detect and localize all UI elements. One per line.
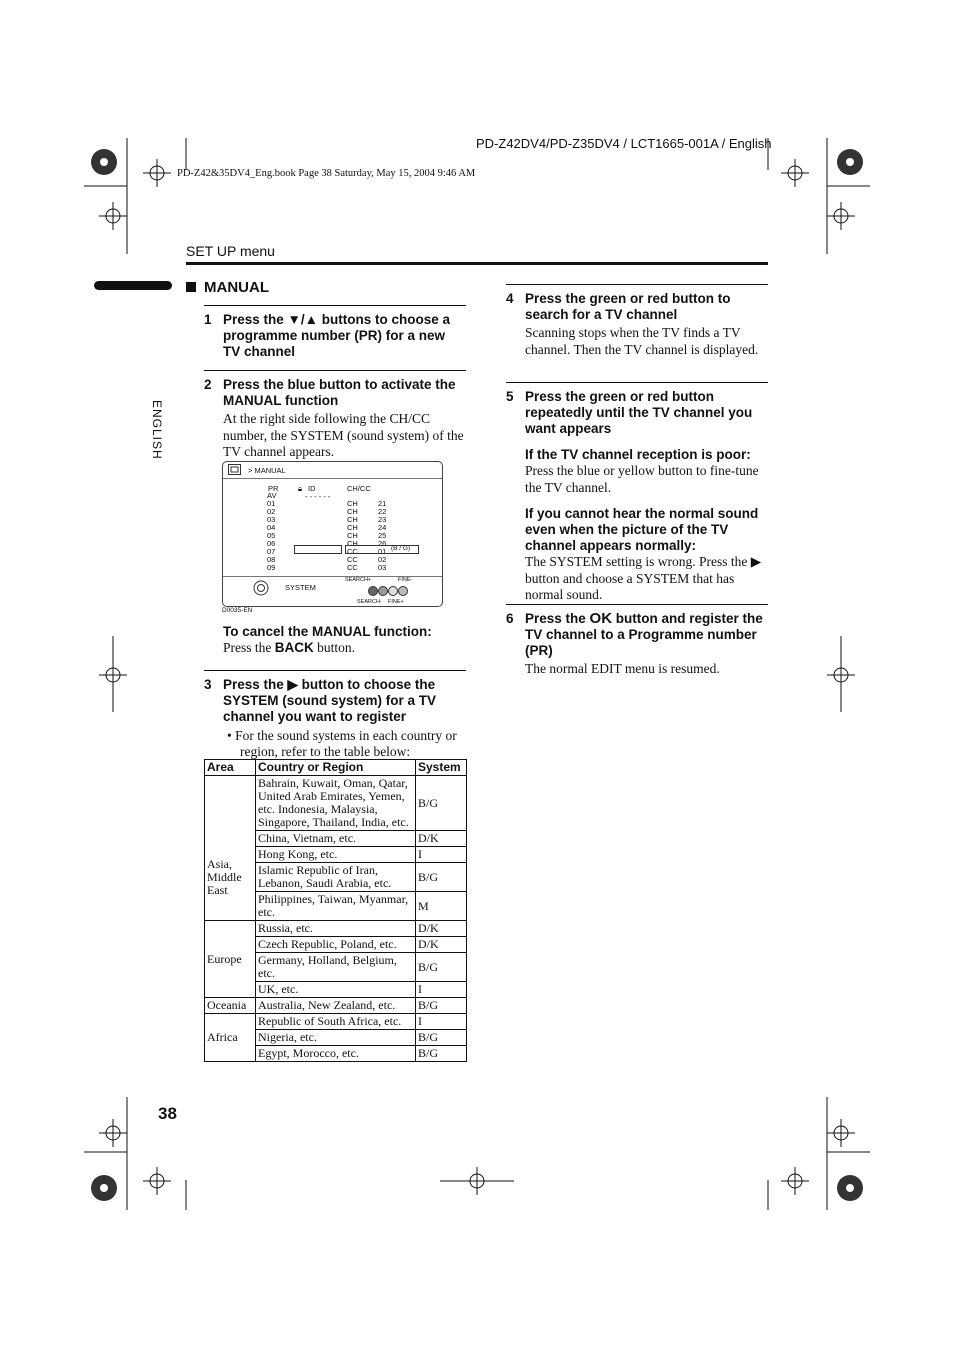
pr-item: 07: [267, 547, 276, 556]
col-pr: PR: [268, 484, 279, 493]
fine-minus-label: FINE-: [398, 577, 413, 583]
side-tab: [94, 281, 172, 290]
table-header: Area: [205, 760, 256, 776]
col-id: ID: [308, 484, 316, 493]
ch-item: CC: [347, 555, 358, 564]
area-cell: Oceania: [205, 998, 256, 1014]
table-row: Czech Republic, Poland, etc. D/K: [205, 937, 467, 953]
channel-number: 03: [378, 563, 387, 572]
cancel-note: To cancel the MANUAL function: Press the BACK button.: [223, 624, 432, 655]
screen-title: > MANUAL: [248, 466, 286, 475]
channel-number: 22: [378, 507, 387, 516]
step-3: 3 Press the ▶ button to choose the SYSTEM (sound system) for a TV channel you want to register • For the sound systems in each country or region, refer to the table below:: [204, 670, 466, 760]
search-plus-label: SEARCH+: [345, 577, 372, 583]
document-code: PD-Z42DV4/PD-Z35DV4 / LCT1665-001A / English: [476, 136, 772, 151]
illustration-code: D0035-EN: [222, 607, 253, 614]
table-row: Asia, Middle East Bahrain, Kuwait, Oman, Qatar, United Arab Emirates, Yemen, etc. Indonesia, Malaysia, Singapore, Thailand, India, etc. B/G: [205, 776, 467, 831]
language-label: ENGLISH: [150, 400, 164, 460]
ch-item: CH: [347, 539, 358, 548]
lock-icon: 🔒︎: [298, 484, 302, 493]
num-list: [378, 500, 386, 572]
book-line: PD-Z42&35DV4_Eng.book Page 38 Saturday, May 15, 2004 9:46 AM: [177, 168, 476, 179]
pr-item: 04: [267, 523, 276, 532]
table-row: Philippines, Taiwan, Myanmar, etc. M: [205, 892, 467, 921]
fine-plus-label: FINE+: [388, 599, 404, 605]
system-tag: (B / G): [391, 545, 411, 552]
pr-item: AV: [267, 491, 277, 500]
step-2: 2 Press the blue button to activate the MANUAL function At the right side following the CH/CC number, the SYSTEM (sound system) of the TV channel appears.: [204, 370, 466, 461]
channel-number: 01: [378, 547, 387, 556]
ch-item: CH: [347, 523, 358, 532]
area-cell: Africa: [205, 1014, 256, 1062]
channel-number: 21: [378, 499, 387, 508]
step-4: 4 Press the green or red button to search for a TV channel Scanning stops when the TV finds a TV channel. Then the TV channel is displayed.: [506, 284, 768, 358]
table-row: Egypt, Morocco, etc. B/G: [205, 1046, 467, 1062]
step-1: 1 Press the ▼/▲ buttons to choose a programme number (PR) for a new TV channel: [204, 305, 466, 360]
pr-item: 06: [267, 539, 276, 548]
table-row: Nigeria, etc. B/G: [205, 1030, 467, 1046]
ch-item: CH: [347, 499, 358, 508]
manual-heading: MANUAL: [186, 279, 269, 296]
ch-item: CH: [347, 515, 358, 524]
table-row: Europe Russia, etc. D/K: [205, 921, 467, 937]
table-row: UK, etc. I: [205, 982, 467, 998]
col-chcc: CH/CC: [347, 484, 371, 493]
pr-item: 09: [267, 563, 276, 572]
table-row: Hong Kong, etc. I: [205, 847, 467, 863]
table-row: China, Vietnam, etc. D/K: [205, 831, 467, 847]
manual-screen-illustration: [222, 461, 443, 607]
table-row: Africa Republic of South Africa, etc. I: [205, 1014, 467, 1030]
section-rule: [186, 262, 768, 265]
pr-list: [267, 492, 276, 572]
table-header: Country or Region: [256, 760, 416, 776]
pr-item: 08: [267, 555, 276, 564]
table-row: Islamic Republic of Iran, Lebanon, Saudi Arabia, etc. B/G: [205, 863, 467, 892]
pr-item: 01: [267, 499, 276, 508]
page-number: 38: [158, 1104, 177, 1123]
ch-list: [347, 500, 358, 572]
table-row: Germany, Holland, Belgium, etc. B/G: [205, 953, 467, 982]
ch-item: CC: [347, 563, 358, 572]
pr-item: 05: [267, 531, 276, 540]
area-cell: Europe: [205, 921, 256, 998]
color-buttons-icon: [367, 585, 411, 597]
channel-number: 02: [378, 555, 387, 564]
square-bullet-icon: [186, 282, 196, 292]
channel-number: 24: [378, 523, 387, 532]
tv-menu-icon: [228, 464, 242, 476]
channel-number: 26: [378, 539, 387, 548]
ch-item: CH: [347, 531, 358, 540]
step-5: 5 Press the green or red button repeatedly until the TV channel you want appears If the TV channel reception is poor: Press the blue or yellow button to fine-tune the TV channel. If you cannot hear the normal sound even when the picture of the TV channel appears normally: The SYSTEM setting is wrong. Press the ▶ button and choose a SYSTEM that has normal sound.: [506, 382, 768, 604]
channel-number: 25: [378, 531, 387, 540]
ch-item: CH: [347, 507, 358, 516]
remote-button-icon: [253, 580, 269, 596]
channel-number: 23: [378, 515, 387, 524]
section-title: SET UP menu: [186, 243, 275, 259]
ch-item: CC: [347, 547, 358, 556]
search-minus-label: SEARCH-: [357, 599, 382, 605]
pr-item: 03: [267, 515, 276, 524]
system-label: SYSTEM: [285, 583, 316, 592]
pr-item: 02: [267, 507, 276, 516]
selected-name-box: [294, 545, 342, 554]
area-cell: Asia, Middle East: [205, 776, 256, 921]
id-placeholder: - - - - - -: [305, 492, 331, 501]
sound-system-table: [204, 759, 467, 1062]
table-header: System: [416, 760, 467, 776]
table-row: Oceania Australia, New Zealand, etc. B/G: [205, 998, 467, 1014]
step-6: 6 Press the OK button and register the TV channel to a Programme number (PR) The normal EDIT menu is resumed.: [506, 604, 768, 678]
